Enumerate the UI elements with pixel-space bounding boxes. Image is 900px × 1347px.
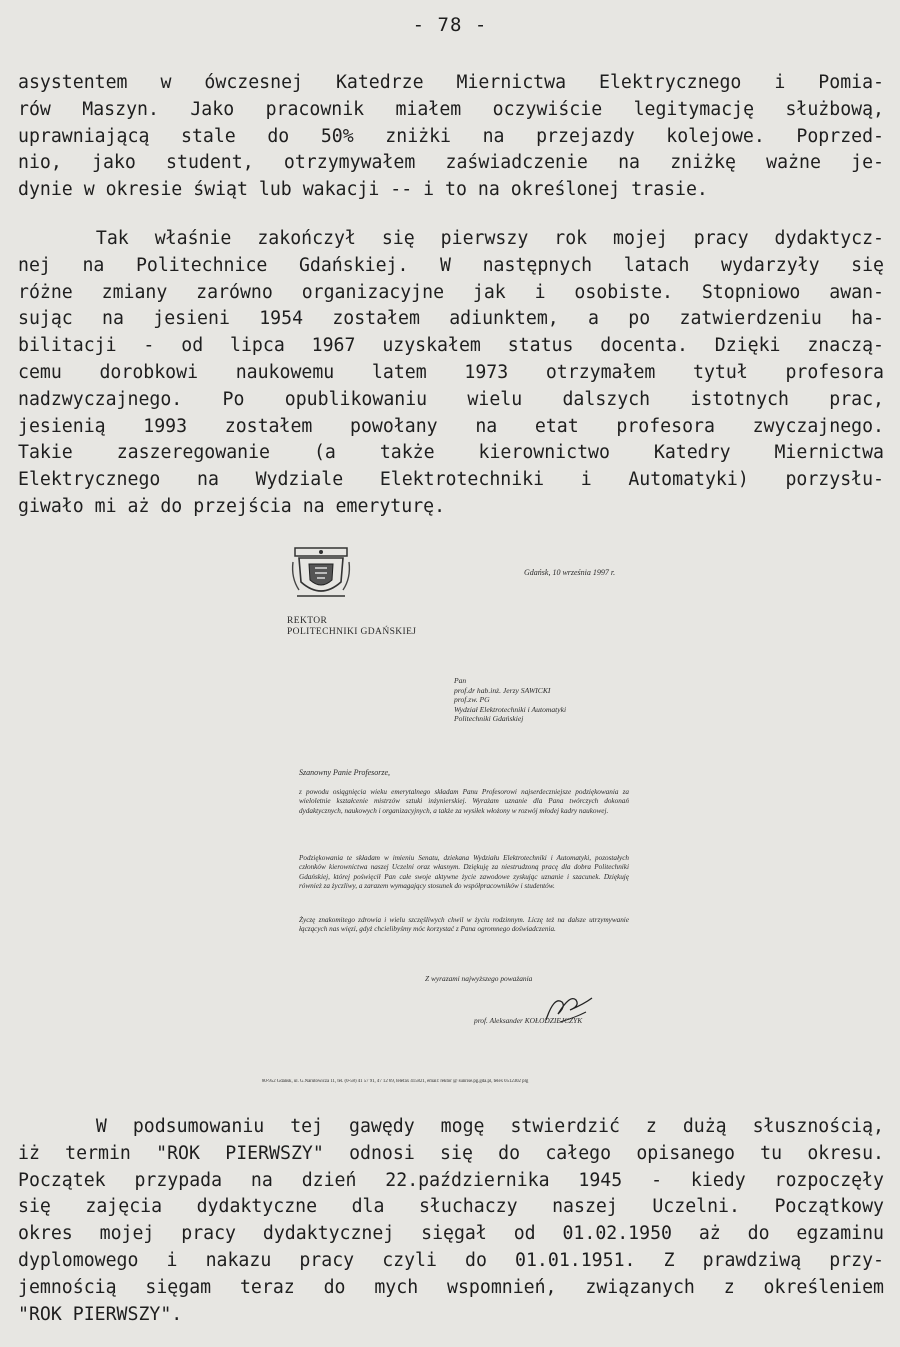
addressee-line: Politechniki Gdańskiej — [454, 714, 524, 724]
text-line: różne zmiany zarówno organizacyjne jak i osobiste. Stopniowo awan- — [18, 281, 884, 303]
paragraph-1 — [18, 70, 884, 204]
letter-paragraph: Życzę znakomitego zdrowia i wielu szczęśliwych chwil w życiu rodzinnym. Liczę też na dalsze utrzymywanie łączących nas więzi, gdyż chcielibyśmy móc korzystać z Pana ogromnego doświadczenia. — [299, 916, 629, 934]
letter-header-line: POLITECHNIKI GDAŃSKIEJ — [287, 627, 417, 637]
text-line: cemu dorobkowi naukowemu latem 1973 otrzymałem tytuł profesora — [18, 361, 884, 383]
letter-salutation: Szanowny Panie Profesorze, — [299, 768, 391, 777]
page-number: - 78 - — [412, 14, 488, 36]
letter-paragraph: z powodu osiągnięcia wieku emerytalnego składam Panu Profesorowi najserdeczniejsze podziękowania za wieloletnie kształcenie mistrzów sztuki inżynierskiej. Wyrażam uznanie dla Pana twórczych dokonań dydaktycznych, naukowych i organizacyjnych, a także za wysiłek włożony w rozwój młodej kadry naukowej. — [299, 788, 629, 815]
text-line: nadzwyczajnego. Po opublikowaniu wielu dalszych istotnych prac, — [18, 388, 884, 410]
text-line: rów Maszyn. Jako pracownik miałem oczywiście legitymację służbową, — [18, 98, 884, 120]
text-line: jemnością sięgam teraz do mych wspomnień, związanych z określeniem — [18, 1276, 884, 1298]
letter-addressee — [454, 676, 566, 724]
text-line: okres mojej pracy dydaktycznej sięgał od 01.02.1950 aż do egzaminu — [18, 1223, 884, 1245]
text-line: dyplomowego i nakazu pracy czyli do 01.01.1951. Z prawdziwą przy- — [18, 1249, 884, 1271]
university-crest-icon — [289, 542, 353, 606]
letter-signer: prof. Aleksander KOŁODZIEJCZYK — [474, 1016, 583, 1025]
addressee-line: Pan — [454, 676, 467, 685]
rector-letter — [262, 540, 652, 1100]
text-line: Takie zaszeregowanie (a także kierownictwo Katedry Miernictwa — [18, 442, 884, 464]
text-line: nej na Politechnice Gdańskiej. W następnych latach wydarzyły się — [18, 254, 884, 276]
text-line: Elektrycznego na Wydziale Elektrotechniki i Automatyki) porzysłu- — [18, 469, 884, 491]
letter-date: Gdańsk, 10 września 1997 r. — [524, 568, 616, 577]
letter-header — [287, 616, 416, 638]
text-line: się zajęcia dydaktyczne dla słuchaczy naszej Uczelni. Początkowy — [18, 1196, 884, 1218]
addressee-line: prof.zw. PG — [454, 695, 490, 705]
text-line: "ROK PIERWSZY". — [18, 1303, 183, 1325]
text-line: sując na jesieni 1954 zostałem adiunktem, a po zatwierdzeniu ha- — [18, 308, 884, 330]
text-line: Początek przypada na dzień 22.października 1945 - kiedy rozpoczęły — [18, 1169, 884, 1191]
text-line: Tak właśnie zakończył się pierwszy rok mojej pracy dydaktycz- — [18, 228, 884, 249]
text-line: iż termin "ROK PIERWSZY" odnosi się do całego opisanego tu okresu. — [18, 1142, 884, 1164]
paragraph-2 — [18, 226, 884, 521]
text-line: uprawniającą stale do 50% zniżki na przejazdy kolejowe. Poprzed- — [18, 125, 884, 147]
text-line: W podsumowaniu tej gawędy mogę stwierdzić z dużą słusznością, — [18, 1116, 884, 1137]
letter-footer: 80-952 Gdańsk, ul. G.Narutowicza 11, tel. (0-58) 41 57 91, 47 12 69, telefax 415821, email: rektor @ sunrise.pg.gda.pl, telex 0512302 plg — [262, 1079, 529, 1084]
addressee-line: Wydział Elektrotechniki i Automatyki — [454, 704, 567, 714]
text-line: bilitacji - od lipca 1967 uzyskałem status docenta. Dzięki znaczą- — [18, 335, 884, 357]
text-line: nio, jako student, otrzymywałem zaświadczenie na zniżkę ważne je- — [18, 152, 884, 174]
text-line: giwało mi aż do przejścia na emeryturę. — [18, 495, 446, 517]
text-line: asystentem w ówczesnej Katedrze Miernictwa Elektrycznego i Pomia- — [18, 72, 884, 93]
letter-paragraph: Podziękowania te składam w imieniu Senatu, dziekana Wydziału Elektrotechniki i Automatyki, pozostałych członków kierownictwa naszej Uczelni oraz własnym. Dziękuję za niestrudzoną pracę dla dobra Politechniki Gdańskiej, której poświęcił Pan całe swoje aktywne życie zawodowe zyskując uznanie i szacunek. Dziękuję również za życzliwy, a zarazem wymagający stosunek do współpracowników i studentów. — [299, 854, 629, 891]
text-line: jesienią 1993 zostałem powołany na etat profesora zwyczajnego. — [18, 415, 884, 437]
text-line: dynie w okresie świąt lub wakacji -- i to na określonej trasie. — [18, 179, 708, 201]
addressee-line: prof.dr hab.inż. Jerzy SAWICKI — [454, 685, 551, 695]
paragraph-3 — [18, 1114, 884, 1328]
letter-header-line: REKTOR — [287, 616, 328, 626]
letter-closing: Z wyrazami najwyższego poważania — [425, 974, 533, 983]
